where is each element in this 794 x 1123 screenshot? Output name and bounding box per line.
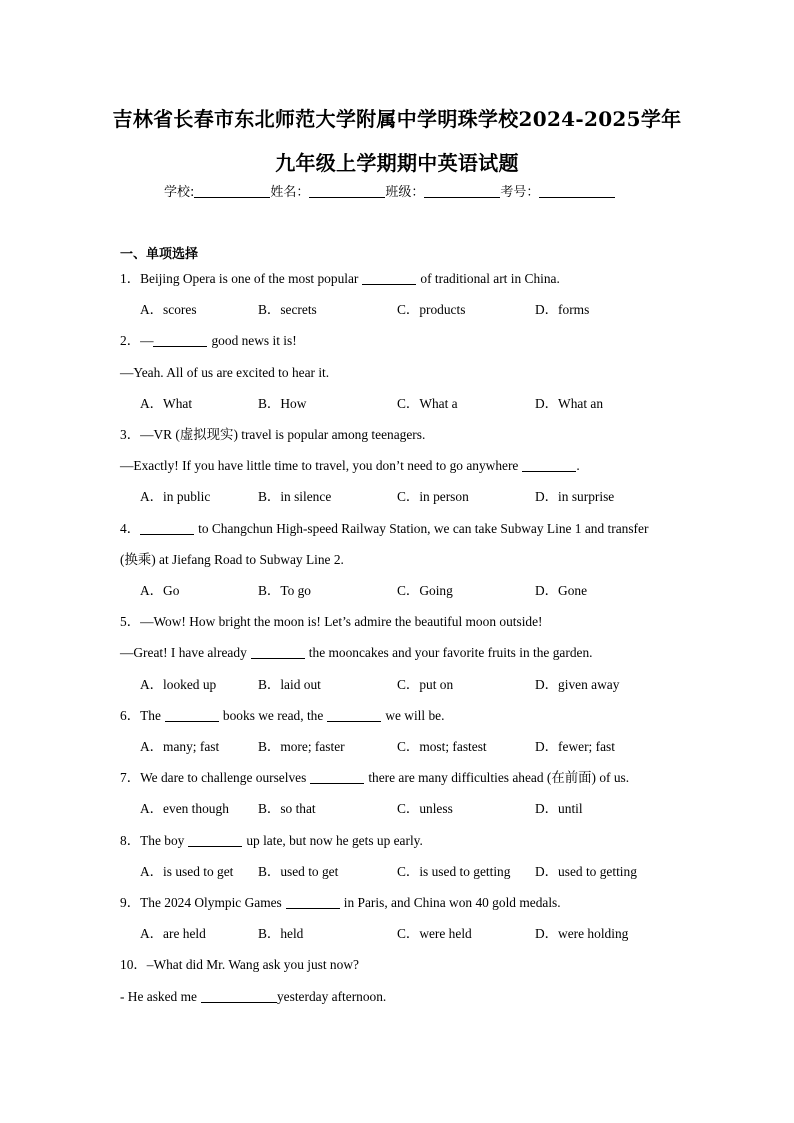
- question-text: .: [576, 458, 580, 473]
- option-d[interactable]: D．until: [535, 801, 583, 816]
- question-5: 5．—Wow! How bright the moon is! Let’s admire the beautiful moon outside!: [120, 614, 543, 629]
- option-b[interactable]: B．so that: [258, 801, 316, 816]
- question-text: —Great! I have already: [120, 645, 247, 660]
- answer-blank: [153, 333, 207, 347]
- question-5-line-2: [120, 644, 593, 662]
- option-b[interactable]: B．held: [258, 926, 304, 941]
- option-a[interactable]: A．Go: [140, 583, 180, 598]
- answer-blank: [201, 989, 277, 1003]
- exam-number-label: 考号：: [500, 185, 540, 200]
- student-info-row: [164, 181, 615, 200]
- option-c[interactable]: C．put on: [397, 677, 454, 692]
- option-d[interactable]: D．given away: [535, 677, 620, 692]
- name-blank[interactable]: [309, 184, 385, 198]
- option-b[interactable]: B．used to get: [258, 864, 339, 879]
- class-blank[interactable]: [424, 184, 500, 198]
- question-text: good news it is!: [211, 333, 297, 348]
- question-1: [120, 270, 560, 288]
- answer-blank: [362, 271, 416, 285]
- question-text: 9．The 2024 Olympic Games: [120, 895, 282, 910]
- option-c[interactable]: C．What a: [397, 396, 458, 411]
- question-text: in Paris, and China won 40 gold medals.: [343, 895, 561, 910]
- question-text: 4．: [120, 521, 141, 536]
- question-4-line-2: (换乘) at Jiefang Road to Subway Line 2.: [120, 552, 344, 567]
- question-10: 10．–What did Mr. Wang ask you just now?: [120, 957, 359, 972]
- exam-number-blank[interactable]: [539, 184, 615, 198]
- question-text: yesterday afternoon.: [276, 989, 387, 1004]
- answer-blank: [140, 521, 194, 535]
- question-9: [120, 894, 561, 912]
- option-c[interactable]: C．Going: [397, 583, 453, 598]
- option-c[interactable]: C．were held: [397, 926, 472, 941]
- question-text: - He asked me: [120, 989, 197, 1004]
- school-label: 学校:: [164, 185, 195, 200]
- exam-title-line-2: 九年级上学期期中英语试题: [275, 151, 519, 175]
- option-a[interactable]: A．scores: [140, 302, 197, 317]
- option-d[interactable]: D．in surprise: [535, 489, 615, 504]
- question-text: 2．—: [120, 333, 154, 348]
- question-text: 7．We dare to challenge ourselves: [120, 770, 307, 785]
- option-b[interactable]: B．How: [258, 396, 307, 411]
- option-b[interactable]: B．in silence: [258, 489, 332, 504]
- question-4: [120, 520, 648, 538]
- question-3-line-2: [120, 457, 580, 475]
- option-c[interactable]: C．unless: [397, 801, 453, 816]
- answer-blank: [310, 770, 364, 784]
- option-d[interactable]: D．fewer; fast: [535, 739, 615, 754]
- question-text: to Changchun High-speed Railway Station, we can take Subway Line 1 and transfer: [198, 521, 649, 536]
- exam-title-line-1: 吉林省长春市东北师范大学附属中学明珠学校2024-2025学年: [112, 107, 682, 131]
- question-2: [120, 332, 297, 350]
- question-text: 1．Beijing Opera is one of the most popular: [120, 271, 359, 286]
- question-2-reply: —Yeah. All of us are excited to hear it.: [120, 365, 330, 380]
- option-c[interactable]: C．products: [397, 302, 466, 317]
- option-d[interactable]: D．used to getting: [535, 864, 637, 879]
- option-c[interactable]: C．most; fastest: [397, 739, 487, 754]
- answer-blank: [327, 708, 381, 722]
- section-title: 一、单项选择: [120, 247, 199, 262]
- option-b[interactable]: B．laid out: [258, 677, 321, 692]
- option-a[interactable]: A．even though: [140, 801, 229, 816]
- question-text: —Exactly! If you have little time to travel, you don’t need to go anywhere: [120, 458, 519, 473]
- answer-blank: [165, 708, 219, 722]
- answer-blank: [286, 895, 340, 909]
- question-6: [120, 707, 444, 725]
- question-8: [120, 832, 423, 850]
- question-10-line-2: [120, 988, 386, 1006]
- option-d[interactable]: D．were holding: [535, 926, 629, 941]
- option-a[interactable]: A．looked up: [140, 677, 217, 692]
- question-text: books we read, the: [222, 708, 324, 723]
- option-a[interactable]: A．in public: [140, 489, 211, 504]
- question-text: we will be.: [385, 708, 445, 723]
- option-d[interactable]: D．Gone: [535, 583, 588, 598]
- question-3: 3．—VR (虚拟现实) travel is popular among teenagers.: [120, 427, 426, 442]
- option-b[interactable]: B．To go: [258, 583, 311, 598]
- question-text: 6．The: [120, 708, 161, 723]
- option-b[interactable]: B．secrets: [258, 302, 317, 317]
- option-c[interactable]: C．is used to getting: [397, 864, 511, 879]
- question-text: there are many difficulties ahead (在前面) of us.: [368, 770, 630, 785]
- option-a[interactable]: A．What: [140, 396, 193, 411]
- question-text: up late, but now he gets up early.: [246, 833, 423, 848]
- option-a[interactable]: A．is used to get: [140, 864, 234, 879]
- answer-blank: [522, 458, 576, 472]
- class-label: 班级：: [385, 185, 425, 200]
- question-text: the mooncakes and your favorite fruits in the garden.: [308, 645, 593, 660]
- option-d[interactable]: D．forms: [535, 302, 590, 317]
- option-a[interactable]: A．many; fast: [140, 739, 220, 754]
- option-b[interactable]: B．more; faster: [258, 739, 345, 754]
- name-label: 姓名：: [270, 185, 310, 200]
- option-c[interactable]: C．in person: [397, 489, 469, 504]
- school-blank[interactable]: [194, 184, 270, 198]
- answer-blank: [251, 645, 305, 659]
- question-7: [120, 769, 629, 787]
- option-a[interactable]: A．are held: [140, 926, 206, 941]
- question-text: of traditional art in China.: [420, 271, 560, 286]
- question-text: 8．The boy: [120, 833, 185, 848]
- option-d[interactable]: D．What an: [535, 396, 604, 411]
- answer-blank: [188, 833, 242, 847]
